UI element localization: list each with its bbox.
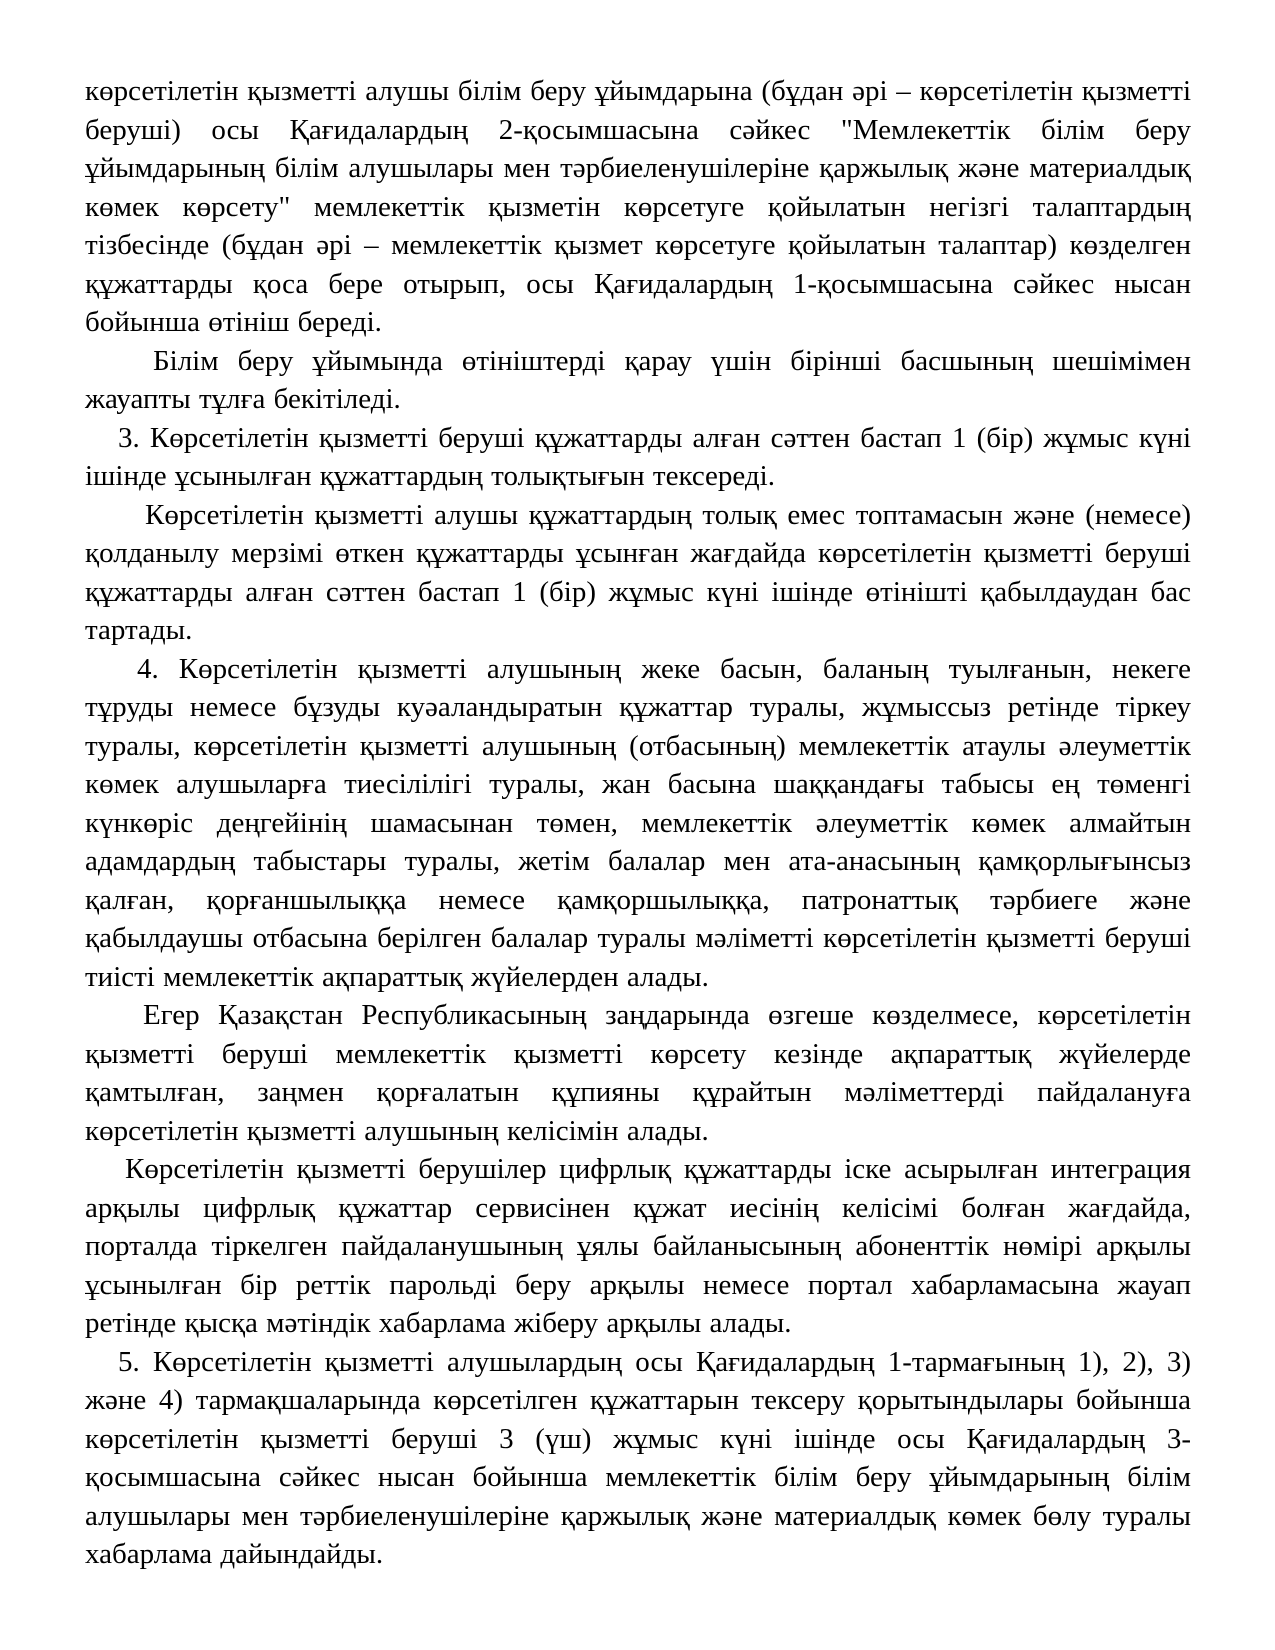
paragraph: Егер Қазақстан Республикасының заңдарында өзгеше көзделмесе, көрсетілетін қызметті беруші мемлекеттік қызметті көрсету кезінде ақпараттық жүйелерде қамтылған, заңмен қорғалатын құпияны құрайтын мәліметтерді пайдалануға көрсетілетін қызметті алушының келісімін алады.: [85, 999, 1191, 1147]
paragraph: Көрсетілетін қызметті берушілер цифрлық құжаттарды іске асырылған интеграция арқылы цифрлық құжаттар сервисінен құжат иесінің келісімі болған жағдайда, порталда тіркелген пайдаланушының ұялы байланысының абоненттік нөмірі арқылы ұсынылған бір реттік парольді беру арқылы немесе портал хабарламасына жауап ретінде қысқа мәтіндік хабарлама жіберу арқылы алады.: [85, 1153, 1191, 1339]
paragraph: көрсетілетін қызметті алушы білім беру ұйымдарына (бұдан әрі – көрсетілетін қызметті беруші) осы Қағидалардың 2-қосымшасына сәйкес "Мемлекеттік білім беру ұйымдарының білім алушылары мен тәрбиеленушілеріне қаржылық және материалдық көмек көрсету" мемлекеттік қызметін көрсетуге қойылатын негізгі талаптардың тізбесінде (бұдан әрі – мемлекеттік қызмет көрсетуге қойылатын талаптар) көзделген құжаттарды қоса бере отырып, осы Қағидалардың 1-қосымшасына сәйкес нысан бойынша өтініш береді.: [85, 75, 1191, 338]
paragraph: Білім беру ұйымында өтініштерді қарау үшін бірінші басшының шешімімен жауапты тұлға бекітіледі.: [85, 344, 1191, 415]
paragraph: Көрсетілетін қызметті алушы құжаттардың толық емес топтамасын және (немесе) қолданылу мерзімі өткен құжаттарды ұсынған жағдайда көрсетілетін қызметті беруші құжаттарды алған сәттен бастап 1 (бір) жұмыс күні ішінде өтінішті қабылдаудан бас тартады.: [85, 498, 1191, 646]
paragraph: 3. Көрсетілетін қызметті беруші құжаттарды алған сәттен бастап 1 (бір) жұмыс күні ішінде ұсынылған құжаттардың толықтығын тексереді.: [85, 421, 1191, 492]
paragraph: 5. Көрсетілетін қызметті алушылардың осы Қағидалардың 1-тармағының 1), 2), 3) және 4) тармақшаларында көрсетілген құжаттарын тексеру қорытындылары бойынша көрсетілетін қызметті беруші 3 (үш) жұмыс күні ішінде осы Қағидалардың 3-қосымшасына сәйкес нысан бойынша мемлекеттік білім беру ұйымдарының білім алушылары мен тәрбиеленушілеріне қаржылық және материалдық көмек бөлу туралы хабарлама дайындайды.: [85, 1345, 1191, 1570]
paragraph: 4. Көрсетілетін қызметті алушының жеке басын, баланың туылғанын, некеге тұруды немесе бұзуды куәаландыратын құжаттар туралы, жұмыссыз ретінде тіркеу туралы, көрсетілетін қызметті алушының (отбасының) мемлекеттік атаулы әлеуметтік көмек алушыларға тиесілілігі туралы, жан басына шаққандағы табысы ең төменгі күнкөріс деңгейінің шамасынан төмен, мемлекеттік әлеуметтік көмек алмайтын адамдардың табыстары туралы, жетім балалар мен ата-анасының қамқорлығынсыз қалған, қорғаншылыққа немесе қамқоршылыққа, патронаттық тәрбиеге және қабылдаушы отбасына берілген балалар туралы мәліметті көрсетілетін қызметті беруші тиісті мемлекеттік ақпараттық жүйелерден алады.: [85, 652, 1191, 993]
document-body: [85, 72, 1191, 1574]
